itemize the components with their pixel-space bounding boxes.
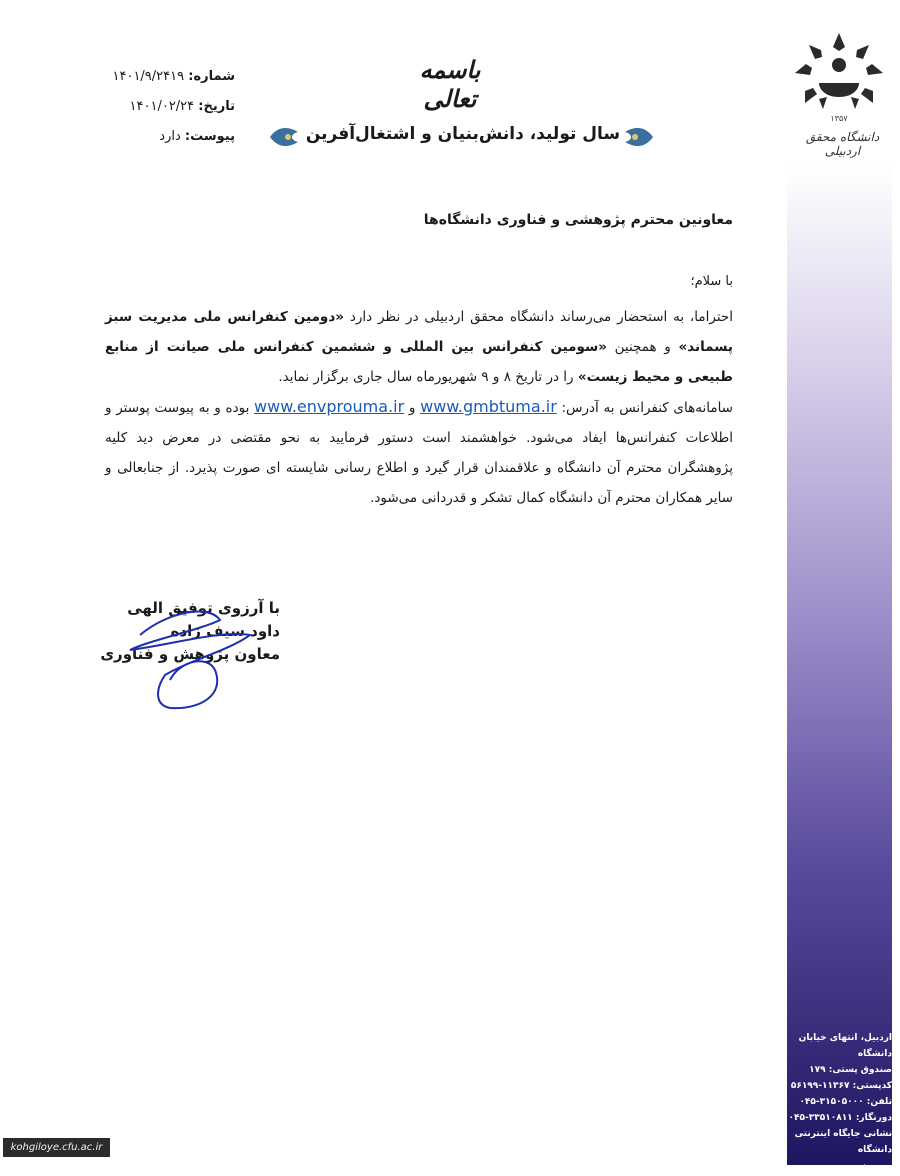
signatory-name: داود سیف زاده bbox=[170, 622, 280, 640]
para2-start: سامانه‌های کنفرانس به آدرس: bbox=[556, 400, 733, 416]
university-name: دانشگاه محقق اردبیلی bbox=[805, 130, 880, 158]
conference-2-title: «سومین کنفرانس بین المللی و ششمین کنفرانس ملی صیانت از منابع طبیعی و محیط زیست» bbox=[105, 339, 733, 385]
letterhead-sidebar bbox=[787, 165, 892, 1165]
date-value: ۱۴۰۱/۰۲/۲۴ bbox=[129, 99, 195, 114]
source-watermark: kohgiloye.cfu.ac.ir bbox=[3, 1138, 110, 1157]
para2-rest: بوده و به پیوست پوستر و اطلاعات کنفرانس‌ها ایفاد می‌شود. خواهشمند است دستور فرمایید به نحو مقتضی در معرض دید کلیه پژوهشگران محترم آن دانشگاه و علاقمندان قرار گیرد و اطلاع رسانی شایسته ای صورت پذیرد. از جنابعالی و سایر همکاران محترم آن دانشگاه کمال تشکر و قدردانی می‌شود. bbox=[105, 400, 733, 506]
basmala: باسمه تعالی bbox=[419, 55, 481, 113]
attachment-label: پیوست: bbox=[184, 129, 235, 144]
year-badge: ۱۳۵۷ bbox=[830, 114, 848, 123]
para2-and: و bbox=[404, 400, 421, 416]
handwritten-signature-icon bbox=[110, 600, 270, 715]
greeting: با سلام؛ bbox=[690, 274, 733, 289]
footer-web-label: نشانی جایگاه اینترنتی دانشگاه bbox=[794, 1129, 892, 1155]
letter-date-row bbox=[90, 92, 235, 122]
date-label: تاریخ: bbox=[198, 99, 235, 114]
footer-postal: کدپستی: ۱۱۳۶۷-۵۶۱۹۹ bbox=[790, 1081, 892, 1091]
left-ornament-icon bbox=[268, 124, 300, 150]
letter-number-row bbox=[90, 62, 235, 92]
contact-footer bbox=[787, 1030, 894, 1176]
attachment-value: دارد bbox=[159, 129, 181, 144]
conference-1-title: «دومین کنفرانس ملی مدیریت سبز پسماند» bbox=[105, 309, 733, 355]
letter-attachment-row bbox=[90, 122, 235, 152]
letter-meta bbox=[90, 62, 235, 152]
footer-address: اردبیل، انتهای خیابان دانشگاه bbox=[798, 1033, 892, 1059]
university-emblem-icon bbox=[783, 25, 895, 130]
para1-intro: احتراما، به استحضار می‌رساند دانشگاه محقق اردبیلی در نظر دارد bbox=[343, 309, 734, 325]
slogan-banner bbox=[268, 118, 658, 158]
footer-pobox: صندوق پستی: ۱۷۹ bbox=[809, 1065, 892, 1075]
number-value: ۱۴۰۱/۹/۲۴۱۹ bbox=[112, 69, 185, 84]
footer-url[interactable]: www.uma.ac.ir bbox=[809, 1163, 870, 1172]
letter-body bbox=[105, 302, 733, 513]
number-label: شماره: bbox=[188, 69, 235, 84]
footer-fax: دورنگار: ۳۳۵۱۰۸۱۱-۰۴۵ bbox=[788, 1113, 892, 1123]
para1-end: را در تاریخ ۸ و ۹ شهریورماه سال جاری برگزار نماید. bbox=[278, 369, 578, 385]
recipient-line: معاونین محترم پژوهشی و فناوری دانشگاه‌ها bbox=[423, 212, 733, 228]
envprouma-link[interactable]: www.envprouma.ir bbox=[254, 397, 405, 416]
signatory-title: معاون پژوهش و فناوری bbox=[100, 645, 280, 663]
para1-and: و همچنین bbox=[606, 339, 679, 355]
signature-wish: با آرزوی توفیق الهی bbox=[127, 599, 280, 617]
footer-phone: تلفن: ۳۱۵۰۵۰۰۰-۰۴۵ bbox=[799, 1097, 892, 1107]
gmbtuma-link[interactable]: www.gmbtuma.ir bbox=[420, 397, 557, 416]
year-slogan: سال تولید، دانش‌بنیان و اشتغال‌آفرین bbox=[305, 124, 621, 144]
right-ornament-icon bbox=[623, 124, 655, 150]
